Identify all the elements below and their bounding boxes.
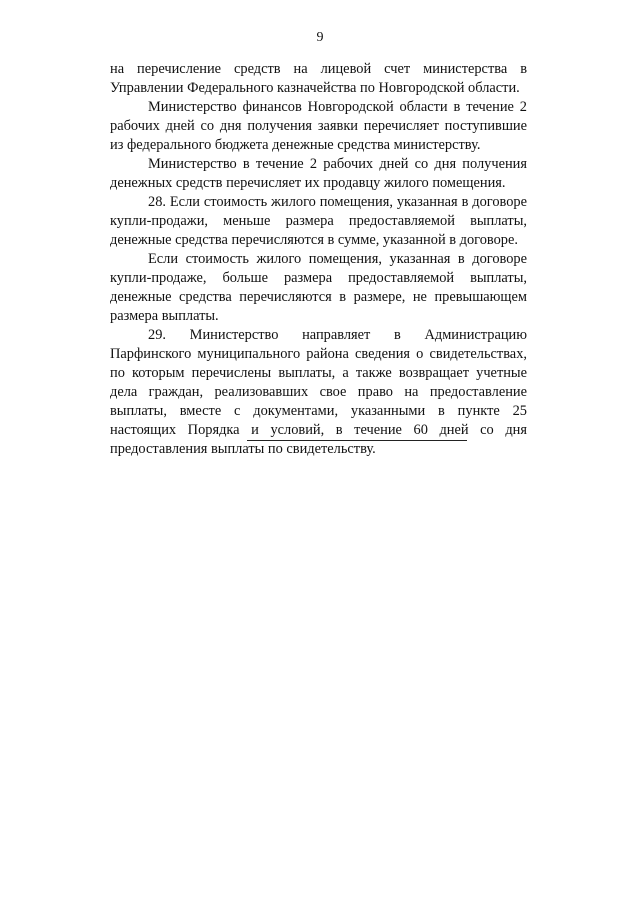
paragraph-item-28-cont: Если стоимость жилого помещения, указанная в договоре купли-продаже, больше размера предоставляемой выплаты, денежные средства перечисляются в размере, не превышающем размера выплаты. xyxy=(110,251,527,324)
paragraph-finance-ministry: Министерство финансов Новгородской области в течение 2 рабочих дней со дня получения заявки перечисляет поступившие из федерального бюджета денежные средства министерству. xyxy=(110,99,527,153)
page-number: 9 xyxy=(316,30,324,45)
document-body xyxy=(110,60,527,459)
paragraph-item-29: 29. Министерство направляет в Администрацию Парфинского муниципального района сведения о свидетельствах, по которым перечислены выплаты, а также возвращает учетные дела граждан, реализовавших свое право на предоставление выплаты, вместе с документами, указанными в пункте 25 настоящих Порядка и условий, в течение 60 дней со дня предоставления выплаты по свидетельству. xyxy=(110,327,527,457)
paragraph-item-28: 28. Если стоимость жилого помещения, указанная в договоре купли-продажи, меньше размера предоставляемой выплаты, денежные средства перечисляются в сумме, указанной в договоре. xyxy=(110,194,527,248)
paragraph-continuation: на перечисление средств на лицевой счет министерства в Управлении Федерального казначейства по Новгородской области. xyxy=(110,61,527,96)
paragraph-transfer-to-seller: Министерство в течение 2 рабочих дней со дня получения денежных средств перечисляет их продавцу жилого помещения. xyxy=(110,156,527,191)
end-divider-line xyxy=(247,440,467,441)
